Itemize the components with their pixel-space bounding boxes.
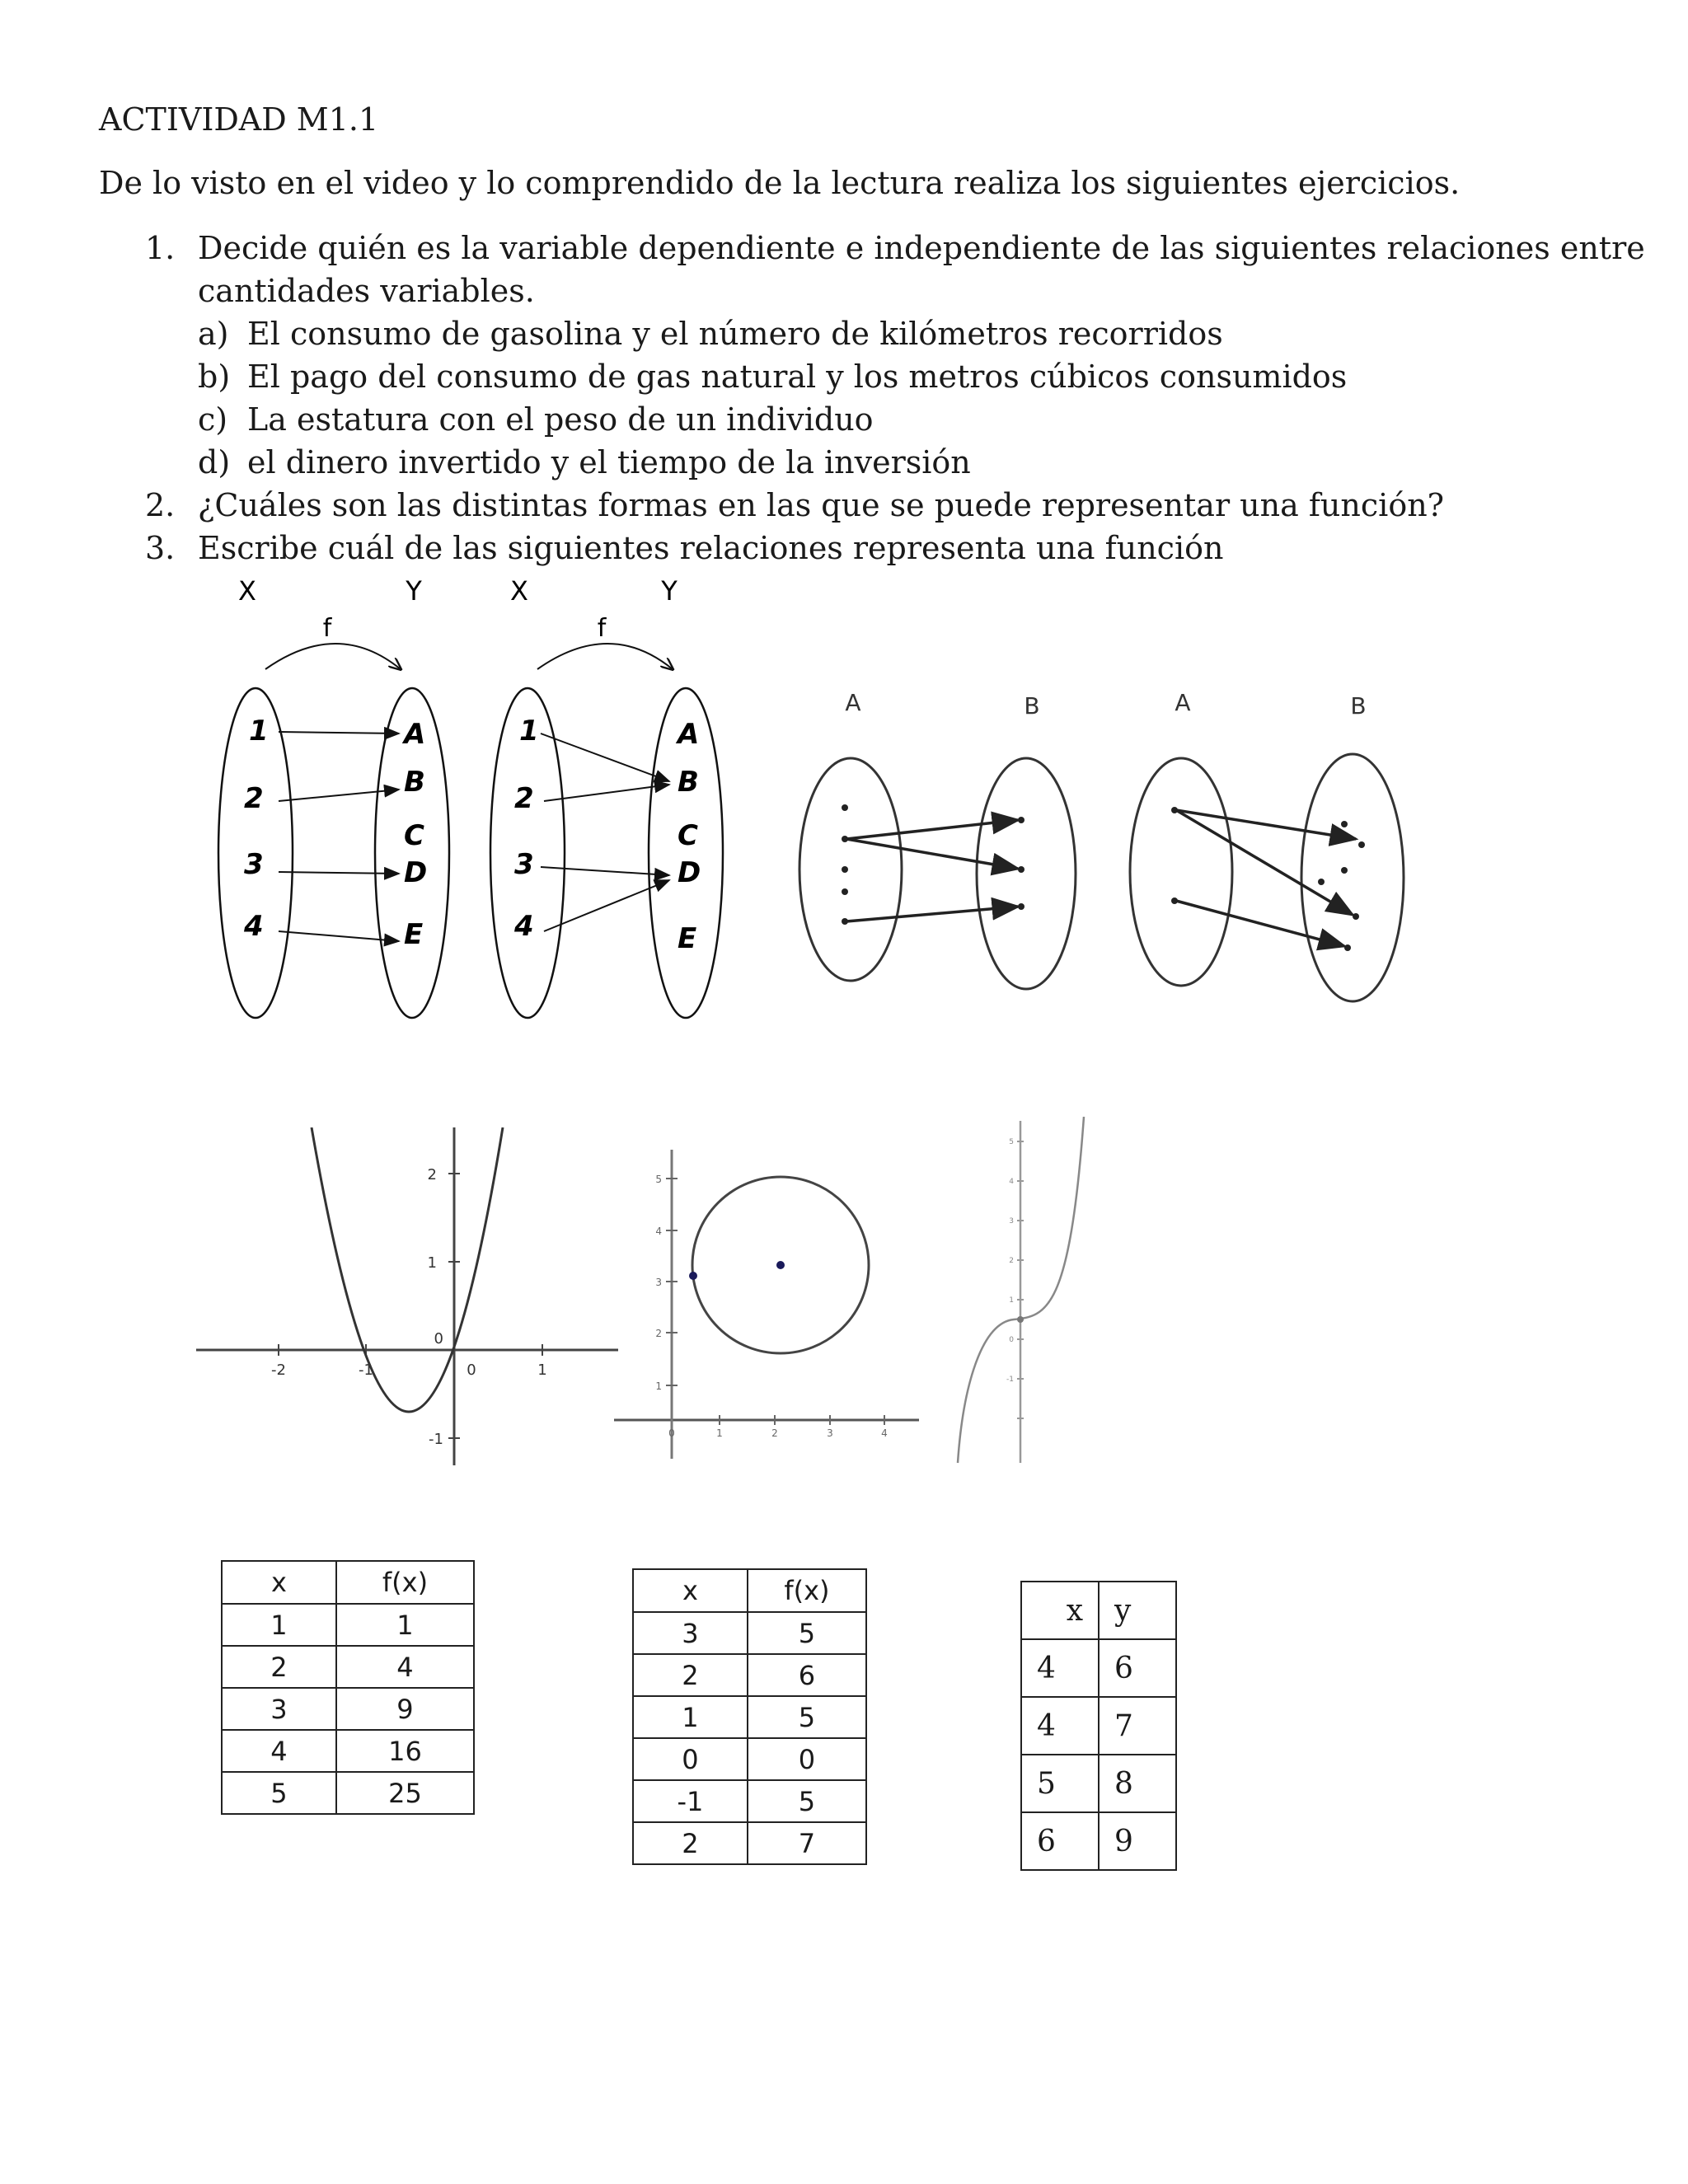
set-x-label-2: X (510, 575, 528, 607)
y-tick-0: 0 (434, 1330, 443, 1347)
x-tick-2-c: 2 (771, 1427, 778, 1439)
table-cell: 9 (1099, 1812, 1176, 1870)
function-arrow (265, 644, 401, 669)
y-tick-3-cubic: 3 (1009, 1217, 1014, 1226)
subitem-a-text: El consumo de gasolina y el número de kilómetros recorridos (247, 316, 1223, 352)
parabola-graph (196, 1127, 625, 1465)
table-header: f(x) (748, 1569, 866, 1612)
y-tick-2-c: 2 (655, 1328, 662, 1339)
table-cell: 4 (336, 1646, 474, 1688)
table-cell: 2 (633, 1654, 748, 1696)
table-cell: 2 (633, 1822, 748, 1864)
table-cell: 8 (1099, 1755, 1176, 1812)
table-cell: 9 (336, 1688, 474, 1730)
question-2-text: ¿Cuáles son las distintas formas en las que se puede representar una función? (198, 487, 1445, 523)
codomain-b-2: B (678, 766, 699, 799)
x-tick-4-c: 4 (881, 1427, 888, 1439)
circle-center-point (776, 1261, 785, 1269)
codomain-e: E (404, 918, 424, 951)
set-a-label-2: A (1175, 689, 1191, 716)
y-tick-2-cubic: 2 (1009, 1257, 1014, 1265)
table-cell: -1 (633, 1780, 748, 1822)
table-cell: 3 (633, 1612, 748, 1654)
table-cell: 5 (748, 1612, 866, 1654)
table-cell: 5 (222, 1772, 336, 1814)
question-3-text: Escribe cuál de las siguientes relaciones representa una función (198, 530, 1224, 566)
subitem-b-text: El pago del consumo de gas natural y los metros cúbicos consumidos (247, 359, 1348, 395)
y-tick-4-cubic: 4 (1009, 1178, 1014, 1186)
subitem-c-text: La estatura con el peso de un individuo (247, 401, 874, 438)
y-tick-neg1-cubic: -1 (1006, 1376, 1014, 1384)
set-b-label-2: B (1350, 692, 1367, 719)
codomain-d-2: D (678, 856, 701, 889)
circle-graph (614, 1141, 927, 1463)
table-cell: 4 (1021, 1697, 1099, 1755)
arrow-diagram-3 (799, 689, 1076, 989)
table-cell: 0 (748, 1738, 866, 1780)
table-cell: 6 (748, 1654, 866, 1696)
table-cell: 5 (748, 1696, 866, 1738)
arrow-diagram-2 (490, 575, 723, 1018)
table-cell: 16 (336, 1730, 474, 1772)
y-tick-1-c: 1 (655, 1380, 662, 1392)
set-a-label: A (845, 689, 861, 716)
table-2 (632, 1568, 867, 1865)
arrow-3-d-2 (541, 867, 669, 875)
set-y-label: Y (406, 575, 422, 607)
subitem-d-text: el dinero invertido y el tiempo de la inversión (247, 444, 971, 480)
y-tick-0-cubic: 0 (1009, 1336, 1014, 1344)
table-header: y (1099, 1582, 1176, 1639)
page-title: ACTIVIDAD M1.1 (99, 101, 379, 138)
x-tick-neg1: -1 (359, 1361, 373, 1379)
y-tick-1-cubic: 1 (1009, 1296, 1014, 1305)
x-tick-neg2: -2 (271, 1361, 286, 1379)
y-tick-3-c: 3 (655, 1277, 662, 1288)
y-tick-neg1: -1 (429, 1431, 443, 1448)
table-3 (1020, 1581, 1177, 1871)
table-cell: 5 (1021, 1755, 1099, 1812)
arrow-diagram-4 (1130, 689, 1404, 1001)
table-cell: 5 (748, 1780, 866, 1822)
codomain-c-2: C (678, 819, 698, 852)
y-tick-4-c: 4 (655, 1226, 662, 1237)
question-1-number: 1. (145, 230, 176, 266)
table-cell: 2 (222, 1646, 336, 1688)
set-a-ellipse (799, 758, 902, 981)
intro-text: De lo visto en el video y lo comprendido de la lectura realiza los siguientes ejercicios. (99, 165, 1461, 201)
domain-1: 1 (249, 715, 269, 748)
table-cell: 7 (748, 1822, 866, 1864)
codomain-d: D (404, 856, 428, 889)
table-cell: 1 (222, 1604, 336, 1646)
function-arrow-2 (537, 644, 673, 669)
y-tick-2: 2 (427, 1166, 437, 1183)
table-cell: 0 (633, 1738, 748, 1780)
set-b-ellipse (977, 758, 1076, 989)
codomain-b: B (404, 766, 425, 799)
arrow-2-b (279, 790, 399, 801)
arrow-3-d (279, 872, 399, 874)
y-tick-5-c: 5 (655, 1174, 662, 1185)
table-1 (221, 1560, 475, 1815)
question-1-text: Decide quién es la variable dependiente e independiente de las siguientes relaciones entre (198, 230, 1645, 266)
table-cell: 4 (222, 1730, 336, 1772)
codomain-a-2: A (678, 718, 700, 751)
question-3-number: 3. (145, 530, 176, 566)
set-y-label-2: Y (661, 575, 678, 607)
table-cell: 4 (1021, 1639, 1099, 1697)
arrow-diagrams-xy (198, 569, 758, 1026)
table-cell: 3 (222, 1688, 336, 1730)
codomain-c: C (404, 819, 424, 852)
table-cell: 6 (1021, 1812, 1099, 1870)
domain-1-2: 1 (519, 715, 539, 748)
set-b-label: B (1024, 692, 1040, 719)
table-cell: 7 (1099, 1697, 1176, 1755)
subitem-a-label: a) (198, 316, 229, 352)
codomain-a: A (404, 718, 426, 751)
question-2-number: 2. (145, 487, 176, 523)
function-label-2: f (597, 614, 607, 643)
domain-3-2: 3 (514, 848, 534, 881)
question-1-text-cont: cantidades variables. (198, 273, 535, 309)
domain-2-2: 2 (514, 782, 534, 815)
domain-4: 4 (244, 910, 264, 943)
set-x-label: X (238, 575, 256, 607)
subitem-d-label: d) (198, 444, 231, 480)
table-header: x (633, 1569, 748, 1612)
table-cell: 1 (336, 1604, 474, 1646)
x-tick-0-c: 0 (668, 1427, 675, 1439)
domain-3: 3 (244, 848, 264, 881)
table-header: f(x) (336, 1561, 474, 1604)
arrow-diagram-1 (218, 575, 449, 1018)
x-tick-0: 0 (467, 1361, 476, 1379)
cubic-graph (948, 1117, 1113, 1467)
x-tick-3-c: 3 (827, 1427, 833, 1439)
table-cell: 6 (1099, 1639, 1176, 1697)
function-label: f (322, 614, 332, 643)
y-tick-1: 1 (427, 1254, 437, 1272)
arrow-diagrams-ab (787, 676, 1430, 1005)
table-cell: 25 (336, 1772, 474, 1814)
y-tick-5-cubic: 5 (1009, 1138, 1014, 1146)
subitem-c-label: c) (198, 401, 228, 438)
arrow-1-a (279, 732, 399, 733)
x-tick-1-c: 1 (716, 1427, 723, 1439)
table-header: x (1021, 1582, 1099, 1639)
set-b-ellipse-2 (1301, 754, 1404, 1001)
domain-2: 2 (244, 782, 264, 815)
set-a-ellipse-2 (1130, 758, 1232, 986)
x-tick-1: 1 (537, 1361, 547, 1379)
domain-4-2: 4 (514, 910, 534, 943)
subitem-b-label: b) (198, 359, 231, 395)
table-cell: 1 (633, 1696, 748, 1738)
codomain-e-2: E (678, 922, 697, 955)
cubic-point (1017, 1316, 1024, 1323)
circle-edge-point (689, 1272, 697, 1280)
table-header: x (222, 1561, 336, 1604)
